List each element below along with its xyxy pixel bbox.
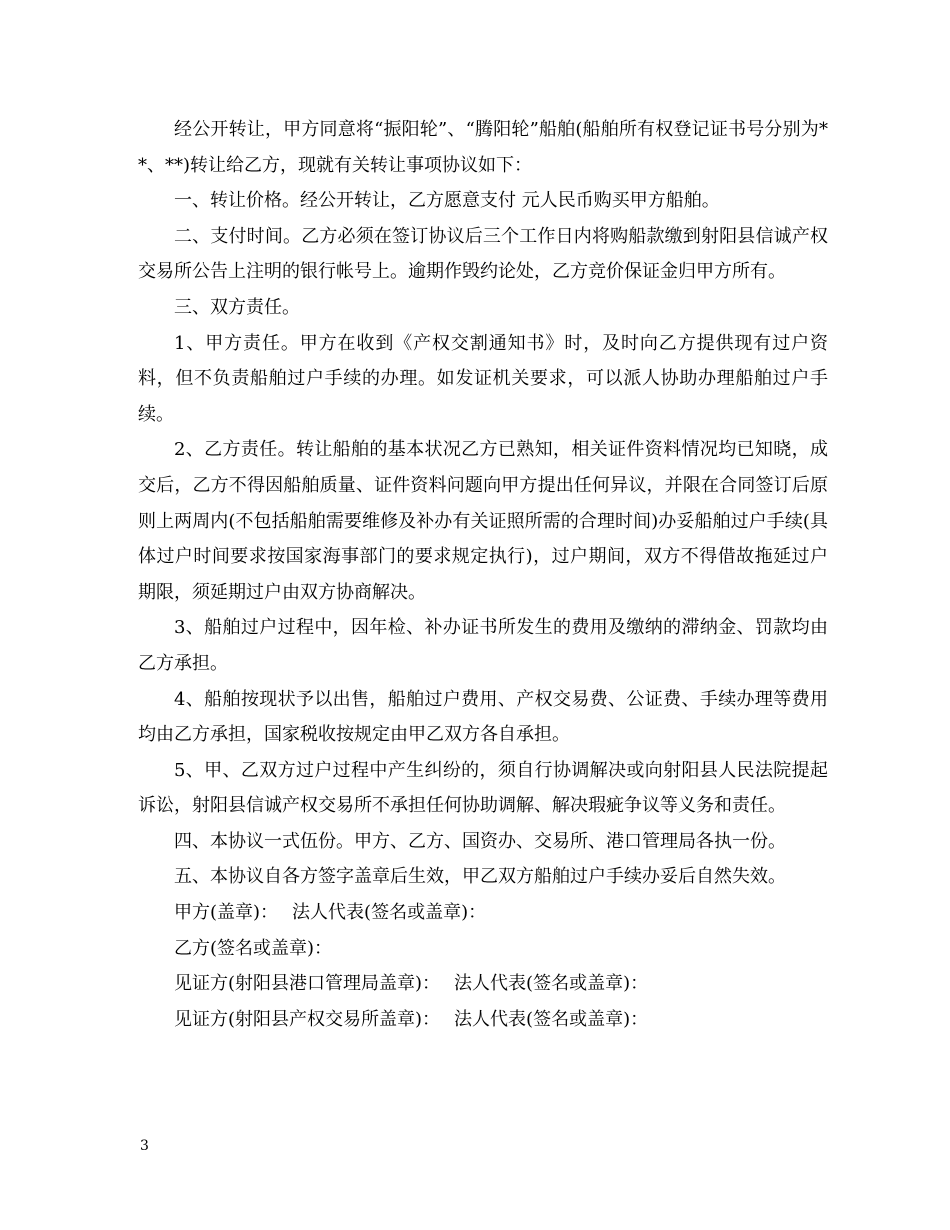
witness-exchange-representative-label: 法人代表(签名或盖章)： — [454, 1008, 649, 1030]
paragraph-copies: 四、本协议一式伍份。甲方、乙方、国资办、交易所、港口管理局各执一份。 — [174, 830, 786, 852]
party-a-seal-label: 甲方(盖章)： — [174, 902, 279, 924]
document-body — [138, 112, 828, 1037]
paragraph-party-a-responsibility: 1、甲方责任。甲方在收到《产权交割通知书》时，及时向乙方提供现有过户资料，但不负责船舶过户手续的办理。如发证机关要求，可以派人协助办理船舶过户手续。 — [138, 332, 828, 425]
paragraph-responsibilities-heading: 三、双方责任。 — [174, 296, 300, 318]
paragraph-disputes: 5、甲、乙双方过户过程中产生纠纷的，须自行协调解决或向射阳县人民法院提起诉讼，射阳县信诚产权交易所不承担任何协助调解、解决瑕疵争议等义务和责任。 — [138, 759, 828, 817]
paragraph-payment-time: 二、支付时间。乙方必须在签订协议后三个工作日内将购船款缴到射阳县信诚产权交易所公告上注明的银行帐号上。逾期作毁约论处，乙方竞价保证金归甲方所有。 — [138, 225, 828, 283]
signature-line-party-a — [138, 895, 828, 931]
witness-port-authority-label: 见证方(射阳县港口管理局盖章)： — [174, 973, 441, 995]
paragraph-transfer-fees: 3、船舶过户过程中，因年检、补办证书所发生的费用及缴纳的滞纳金、罚款均由乙方承担。 — [138, 617, 828, 674]
paragraph-intro: 经公开转让，甲方同意将“振阳轮”、“腾阳轮”船舶(船舶所有权登记证书号分别为**、**)转让给乙方，现就有关转让事项协议如下： — [138, 119, 828, 176]
signature-line-witness-exchange — [138, 1002, 828, 1038]
signature-line-party-b — [138, 931, 828, 967]
party-a-representative-label: 法人代表(签名或盖章)： — [292, 902, 487, 924]
page-number: 3 — [140, 1138, 149, 1154]
witness-port-representative-label: 法人代表(签名或盖章)： — [454, 973, 649, 995]
paragraph-effectiveness: 五、本协议自各方签字盖章后生效，甲乙双方船舶过户手续办妥后自然失效。 — [174, 866, 786, 888]
signature-line-witness-port — [138, 966, 828, 1002]
paragraph-sale-as-is: 4、船舶按现状予以出售，船舶过户费用、产权交易费、公证费、手续办理等费用均由乙方承担，国家税收按规定由甲乙双方各自承担。 — [138, 688, 828, 746]
witness-exchange-label: 见证方(射阳县产权交易所盖章)： — [174, 1008, 441, 1030]
party-b-signature-label: 乙方(签名或盖章)： — [174, 937, 333, 959]
paragraph-transfer-price: 一、转让价格。经公开转让，乙方愿意支付 元人民币购买甲方船舶。 — [174, 190, 720, 212]
paragraph-party-b-responsibility: 2、乙方责任。转让船舶的基本状况乙方已熟知，相关证件资料情况均已知晓，成交后，乙方不得因船舶质量、证件资料问题向甲方提出任何异议，并限在合同签订后原则上两周内(不包括船舶需要维修及补办有关证照所需的合理时间)办妥船舶过户手续(具体过户时间要求按国家海事部门的要求规定执行)，过户期间，双方不得借故拖延过户期限，须延期过户由双方协商解决。 — [138, 439, 828, 603]
